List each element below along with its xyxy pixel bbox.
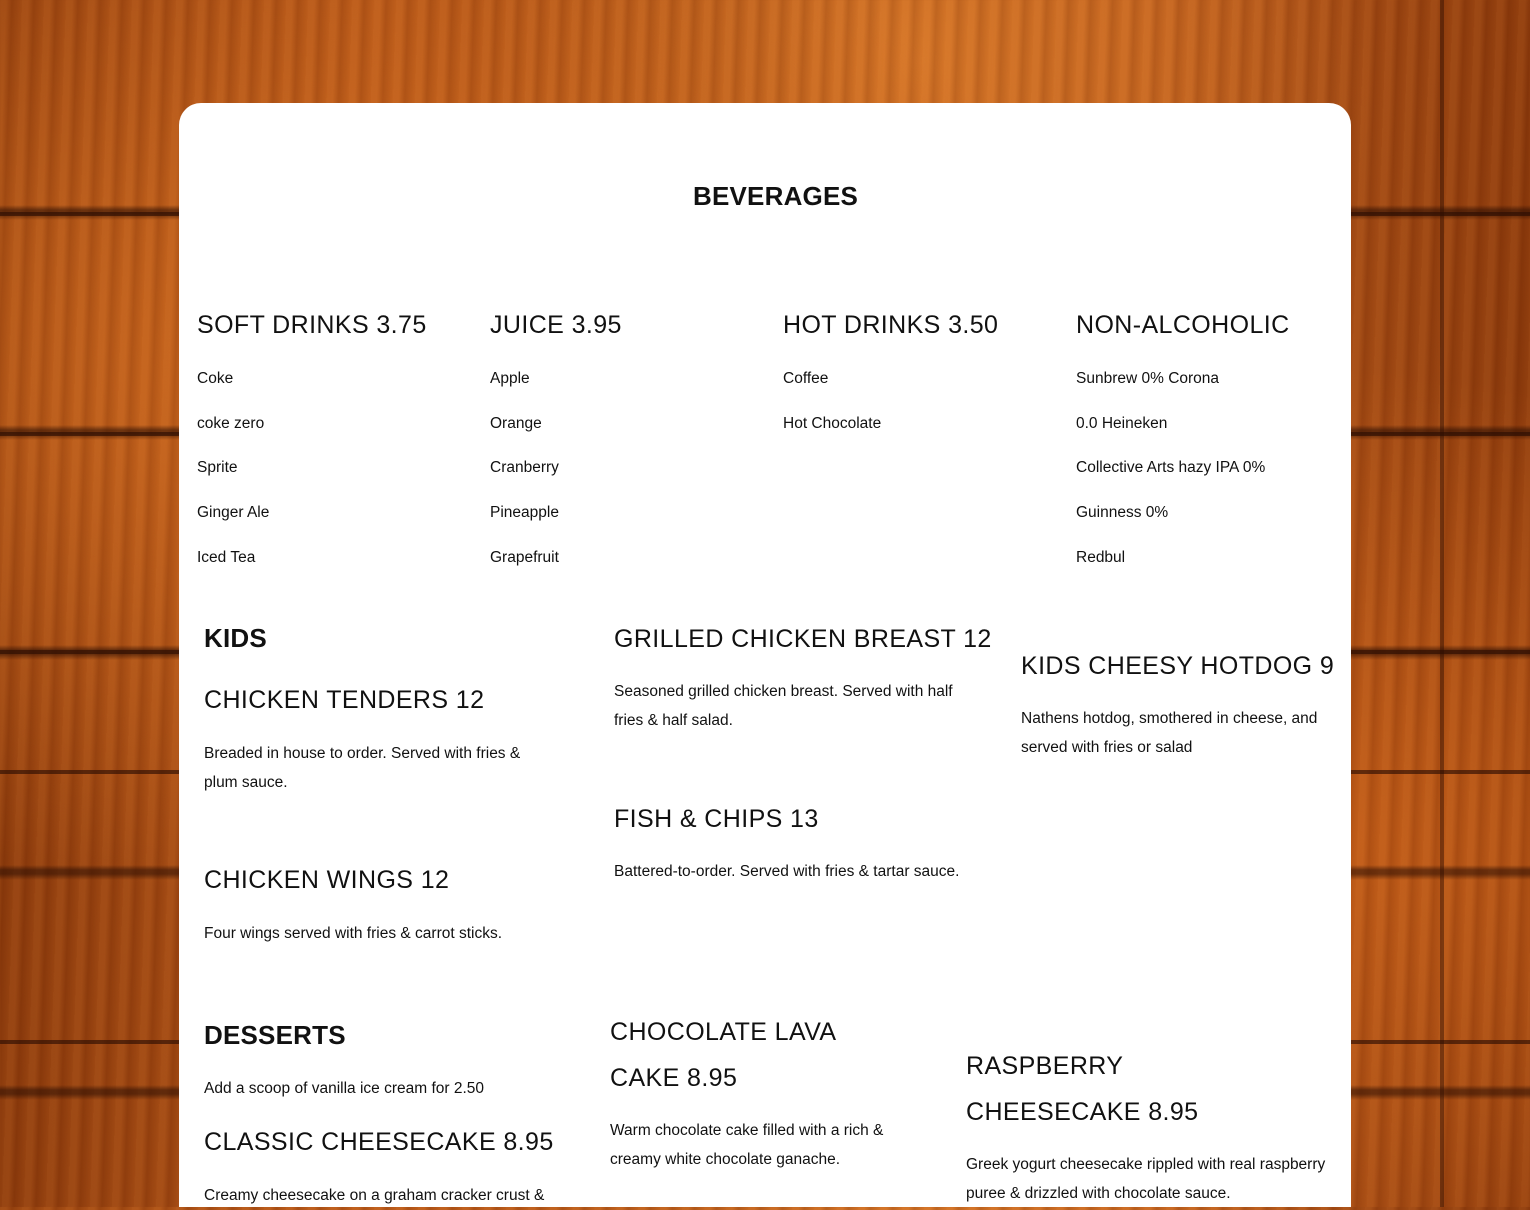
desserts-title: DESSERTS <box>204 1020 346 1050</box>
dish-description: Creamy cheesecake on a graham cracker crust & <box>204 1187 545 1204</box>
beverage-item: Iced Tea <box>197 549 256 566</box>
beverage-item: Collective Arts hazy IPA 0% <box>1076 459 1266 476</box>
beverage-item: Coke <box>197 370 234 387</box>
dish-description: Warm chocolate cake filled with a rich & creamy white chocolate ganache. <box>610 1122 884 1168</box>
dish-title: CHICKEN WINGS 12 <box>204 866 450 894</box>
beverages-title: BEVERAGES <box>693 181 859 211</box>
beverage-item: Grapefruit <box>490 549 559 566</box>
dish-description: Seasoned grilled chicken breast. Served with half fries & half salad. <box>614 683 953 729</box>
beverage-item: 0.0 Heineken <box>1076 415 1168 432</box>
beverage-item: Ginger Ale <box>197 504 270 521</box>
dish-title: GRILLED CHICKEN BREAST 12 <box>614 625 992 653</box>
beverage-item: Redbul <box>1076 549 1126 566</box>
hot-drinks-heading: HOT DRINKS 3.50 <box>783 311 999 339</box>
beverage-item: Sprite <box>197 459 238 476</box>
beverage-item: Coffee <box>783 370 829 387</box>
dish-description: Breaded in house to order. Served with fries & plum sauce. <box>204 745 521 791</box>
beverage-item: Guinness 0% <box>1076 504 1169 521</box>
beverage-item: Hot Chocolate <box>783 415 882 432</box>
dish-title: CLASSIC CHEESECAKE 8.95 <box>204 1128 554 1156</box>
soft-drinks-heading: SOFT DRINKS 3.75 <box>197 311 427 339</box>
desserts-note: Add a scoop of vanilla ice cream for 2.50 <box>204 1080 485 1097</box>
non-alcoholic-heading: NON-ALCOHOLIC <box>1076 311 1290 339</box>
beverage-item: Sunbrew 0% Corona <box>1076 370 1220 387</box>
beverage-item: Pineapple <box>490 504 559 521</box>
dish-description: Four wings served with fries & carrot sticks. <box>204 925 503 942</box>
dish-title: RASPBERRY CHEESECAKE 8.95 <box>966 1052 1199 1126</box>
dish-title: CHOCOLATE LAVA CAKE 8.95 <box>610 1018 836 1092</box>
beverage-item: Orange <box>490 415 542 432</box>
dish-description: Nathens hotdog, smothered in cheese, and served with fries or salad <box>1021 710 1318 756</box>
dish-title: CHICKEN TENDERS 12 <box>204 686 485 714</box>
dish-title: FISH & CHIPS 13 <box>614 805 819 833</box>
dish-description: Greek yogurt cheesecake rippled with real raspberry puree & drizzled with chocolate sauce. <box>966 1156 1326 1202</box>
beverage-item: Apple <box>490 370 530 387</box>
juice-heading: JUICE 3.95 <box>490 311 622 339</box>
kids-title: KIDS <box>204 623 267 653</box>
wood-grain-line <box>1440 0 1444 1207</box>
beverage-item: Cranberry <box>490 459 559 476</box>
beverage-item: coke zero <box>197 415 265 432</box>
menu-card <box>179 103 1351 1207</box>
dish-title: KIDS CHEESY HOTDOG 9 <box>1021 652 1335 680</box>
dish-description: Battered-to-order. Served with fries & tartar sauce. <box>614 863 960 880</box>
